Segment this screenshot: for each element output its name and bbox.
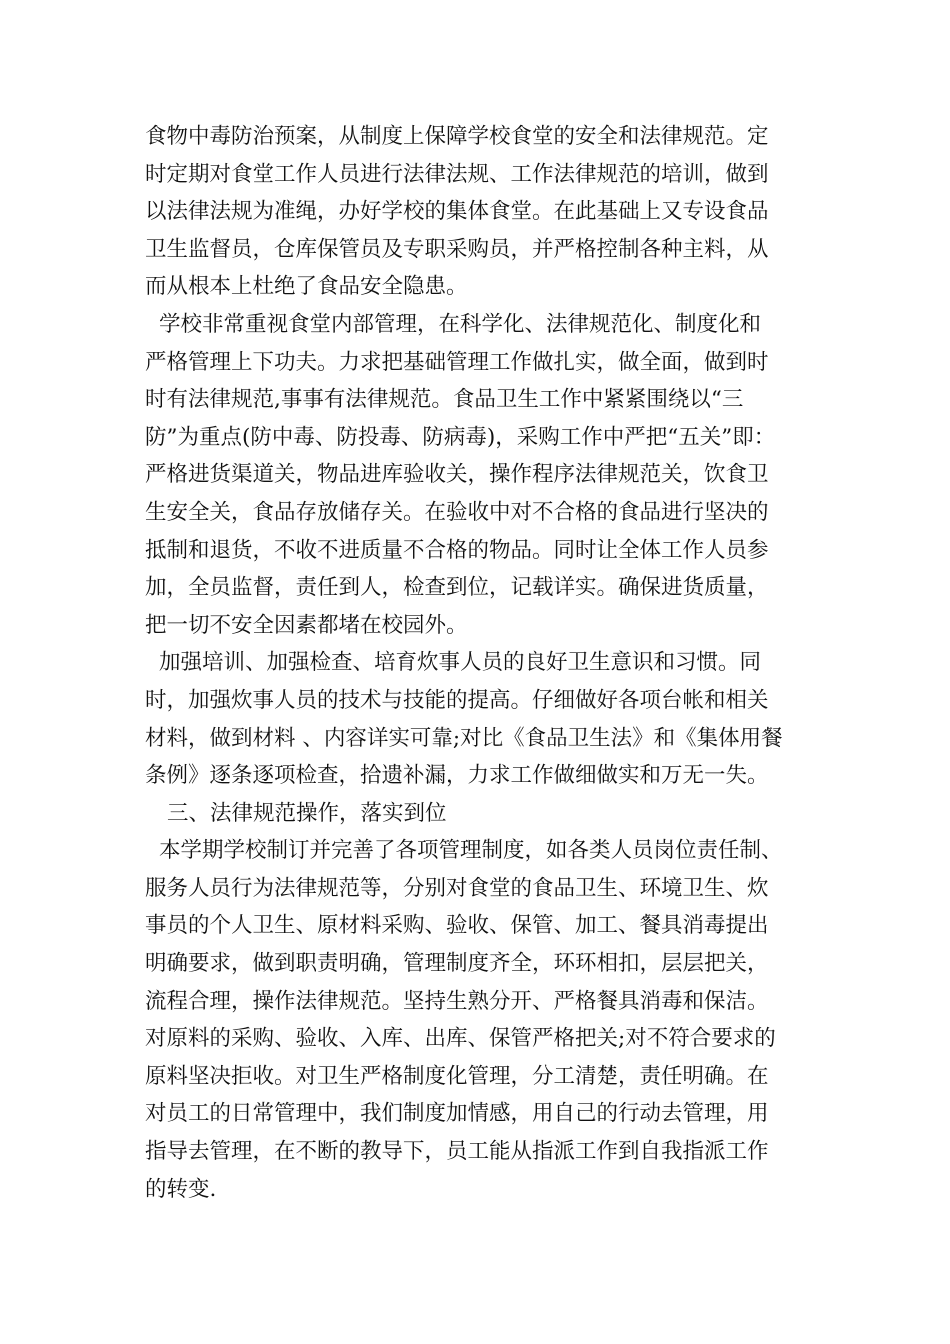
text-line: 学校非常重视食堂内部管理，在科学化、法律规范化、制度化和 (159, 311, 762, 337)
text-line: 本学期学校制订并完善了各项管理制度，如各类人员岗位责任制、 (159, 838, 783, 864)
section-heading (145, 795, 815, 833)
text-line: 把一切不安全因素都堵在校园外。 (145, 612, 468, 638)
text-line: 严格管理上下功夫。力求把基础管理工作做扎实，做全面，做到时 (145, 349, 769, 375)
text-line: 卫生监督员，仓库保管员及专职采购员，并严格控制各种主料，从 (145, 236, 769, 262)
text-line: 以法律法规为准绳，办好学校的集体食堂。在此基础上又专设食品 (145, 199, 769, 225)
text-line: 的转变. (145, 1176, 217, 1202)
text-line: 事员的个人卫生、原材料采购、验收、保管、加工、餐具消毒提出 (145, 913, 769, 939)
text-line: 服务人员行为法律规范等，分别对食堂的食品卫生、环境卫生、炊 (145, 875, 769, 901)
text-line: 流程合理，操作法律规范。坚持生熟分开、严格餐具消毒和保洁。 (145, 988, 769, 1014)
text-line: 生安全关，食品存放储存关。在验收中对不合格的食品进行坚决的 (145, 499, 769, 525)
text-line: 时定期对食堂工作人员进行法律法规、工作法律规范的培训，做到 (145, 161, 769, 187)
text-line: 加，全员监督，责任到人，检查到位，记载详实。确保进货质量， (145, 575, 769, 601)
text-line: 时有法律规范,事事有法律规范。食品卫生工作中紧紧围绕以“三 (145, 387, 744, 413)
paragraph-1 (145, 118, 815, 306)
text-line: 对原料的采购、验收、入库、出库、保管严格把关;对不符合要求的 (145, 1026, 776, 1052)
text-line: 明确要求，做到职责明确，管理制度齐全，环环相扣，层层把关， (145, 951, 769, 977)
document-body (145, 118, 815, 1208)
paragraph-4 (145, 832, 815, 1208)
section-heading-text: 三、法律规范操作，落实到位 (167, 800, 447, 826)
text-line: 时，加强炊事人员的技术与技能的提高。仔细做好各项台帐和相关 (145, 687, 769, 713)
text-line: 而从根本上杜绝了食品安全隐患。 (145, 274, 468, 300)
text-line: 对员工的日常管理中，我们制度加情感，用自己的行动去管理，用 (145, 1101, 769, 1127)
text-line: 食物中毒防治预案，从制度上保障学校食堂的安全和法律规范。定 (145, 124, 769, 149)
text-line: 严格进货渠道关，物品进库验收关，操作程序法律规范关，饮食卫 (145, 462, 769, 488)
text-line: 加强培训、加强检查、培育炊事人员的良好卫生意识和习惯。同 (159, 650, 762, 676)
text-line: 抵制和退货，不收不进质量不合格的物品。同时让全体工作人员参 (145, 537, 769, 563)
text-line: 原料坚决拒收。对卫生严格制度化管理，分工清楚，责任明确。在 (145, 1063, 769, 1089)
text-line: 材料，做到材料 、内容详实可靠;对比《食品卫生法》和《集体用餐 (145, 725, 783, 751)
text-line: 指导去管理，在不断的教导下，员工能从指派工作到自我指派工作 (145, 1139, 769, 1165)
paragraph-3 (145, 644, 815, 794)
text-line: 防”为重点(防中毒、防投毒、防病毒)，采购工作中严把“五关”即： (145, 424, 776, 450)
paragraph-2 (145, 306, 815, 644)
text-line: 条例》逐条逐项检查，拾遗补漏，力求工作做细做实和万无一失。 (145, 763, 769, 789)
